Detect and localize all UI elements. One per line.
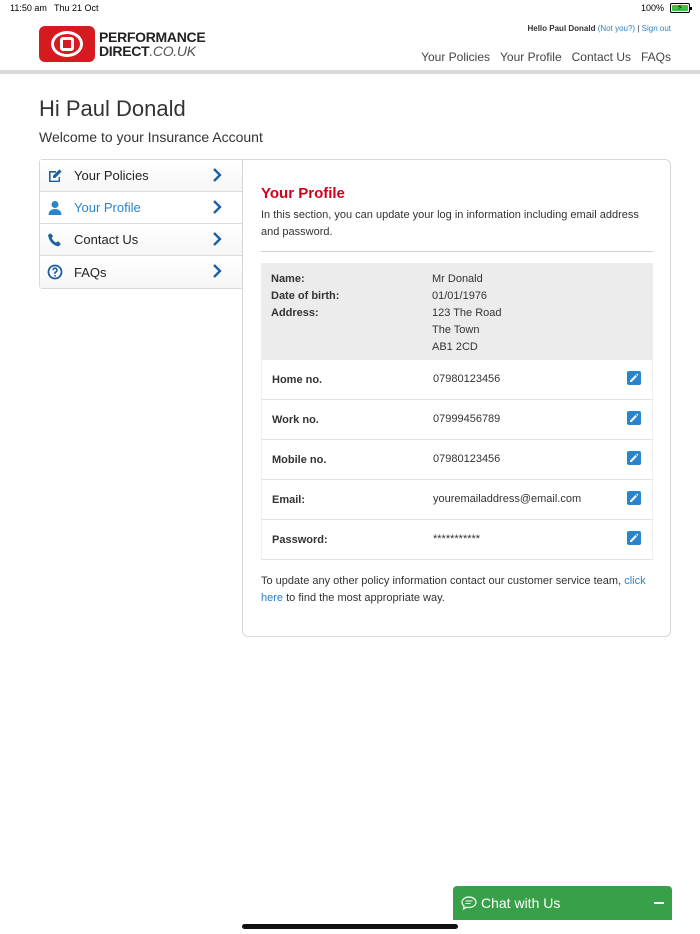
row-label: Email: <box>272 494 306 506</box>
nav-your-profile[interactable]: Your Profile <box>500 50 562 64</box>
profile-title: Your Profile <box>261 185 345 202</box>
sidebar-item-faqs[interactable] <box>40 256 242 288</box>
home-indicator <box>242 924 458 929</box>
chat-label: Chat with Us <box>481 895 561 911</box>
user-greeting-bar <box>527 24 671 33</box>
profile-row-password <box>261 520 653 560</box>
profile-row-home <box>261 360 653 400</box>
chevron-right-icon <box>212 199 222 215</box>
top-navigation <box>421 50 671 64</box>
minimize-icon[interactable] <box>654 902 664 904</box>
profile-row-mobile <box>261 440 653 480</box>
row-value: youremailaddress@email.com <box>433 493 582 505</box>
edit-pencil-icon[interactable] <box>627 491 641 505</box>
row-value: 07980123456 <box>433 373 501 385</box>
row-label: Work no. <box>272 414 319 426</box>
edit-pencil-icon[interactable] <box>627 411 641 425</box>
sign-out-link[interactable]: Sign out <box>641 24 671 33</box>
dob-label: Date of birth: <box>271 290 340 302</box>
logo-text-performance: PERFORMANCE <box>99 29 206 45</box>
account-side-menu <box>39 159 243 289</box>
row-label: Home no. <box>272 374 323 386</box>
site-header <box>0 16 700 74</box>
logo-badge-icon <box>39 26 95 62</box>
divider <box>261 251 653 252</box>
edit-icon <box>47 168 63 184</box>
sidebar-item-your-policies[interactable] <box>40 160 242 192</box>
profile-row-work <box>261 400 653 440</box>
nav-contact-us[interactable]: Contact Us <box>571 50 631 64</box>
chevron-right-icon <box>212 167 222 183</box>
name-label: Name: <box>271 273 305 285</box>
page-subtitle: Welcome to your Insurance Account <box>39 129 263 145</box>
row-label: Mobile no. <box>272 454 327 466</box>
address-line-2: The Town <box>432 324 480 336</box>
separator: | <box>637 24 640 33</box>
row-value: *********** <box>433 533 481 545</box>
row-value: 07980123456 <box>433 453 501 465</box>
profile-row-email <box>261 480 653 520</box>
status-time: 11:50 am <box>10 3 47 13</box>
address-line-3: AB1 2CD <box>432 341 478 353</box>
address-label: Address: <box>271 307 319 319</box>
status-bar <box>0 0 700 16</box>
edit-pencil-icon[interactable] <box>627 451 641 465</box>
profile-panel <box>242 159 671 637</box>
battery-icon: ⚡ <box>670 3 690 13</box>
phone-icon <box>47 232 63 248</box>
sidebar-item-label: FAQs <box>74 264 107 280</box>
question-icon <box>47 264 63 280</box>
edit-pencil-icon[interactable] <box>627 371 641 385</box>
sidebar-item-label: Contact Us <box>74 232 139 247</box>
user-icon <box>47 200 63 216</box>
chevron-right-icon <box>212 263 222 279</box>
address-line-1: 123 The Road <box>432 307 502 319</box>
sidebar-item-contact-us[interactable] <box>40 224 242 256</box>
not-you-link[interactable]: (Not you?) <box>597 24 636 33</box>
personal-details-box <box>261 263 653 360</box>
chat-bubble-icon <box>461 896 477 913</box>
row-label: Password: <box>272 534 328 546</box>
dob-value: 01/01/1976 <box>432 290 488 302</box>
edit-pencil-icon[interactable] <box>627 531 641 545</box>
sidebar-item-label: Your Profile <box>74 200 141 215</box>
hello-user-text: Hello Paul Donald <box>527 24 596 33</box>
profile-footer-note: To update any other policy information contact our customer service team, click here to find the most appropriate way. <box>261 575 646 604</box>
performance-direct-logo[interactable] <box>39 26 209 64</box>
sidebar-item-label: Your Policies <box>74 168 149 183</box>
name-value: Mr Donald <box>432 273 483 285</box>
logo-text-direct: DIRECT.CO.UK <box>99 43 196 59</box>
chevron-right-icon <box>212 231 222 247</box>
sidebar-item-your-profile[interactable] <box>40 192 242 224</box>
page-greeting: Hi Paul Donald <box>39 96 186 121</box>
row-value: 07999456789 <box>433 413 501 425</box>
nav-your-policies[interactable]: Your Policies <box>421 50 491 64</box>
nav-faqs[interactable]: FAQs <box>640 50 671 64</box>
chat-widget[interactable] <box>453 886 672 920</box>
contact-details-list <box>261 360 653 560</box>
profile-description: In this section, you can update your log in information including email address and password. <box>261 209 639 238</box>
status-date: Thu 21 Oct <box>54 3 99 13</box>
battery-percentage: 100% <box>640 3 664 13</box>
click-here-link[interactable]: click here <box>261 575 646 604</box>
